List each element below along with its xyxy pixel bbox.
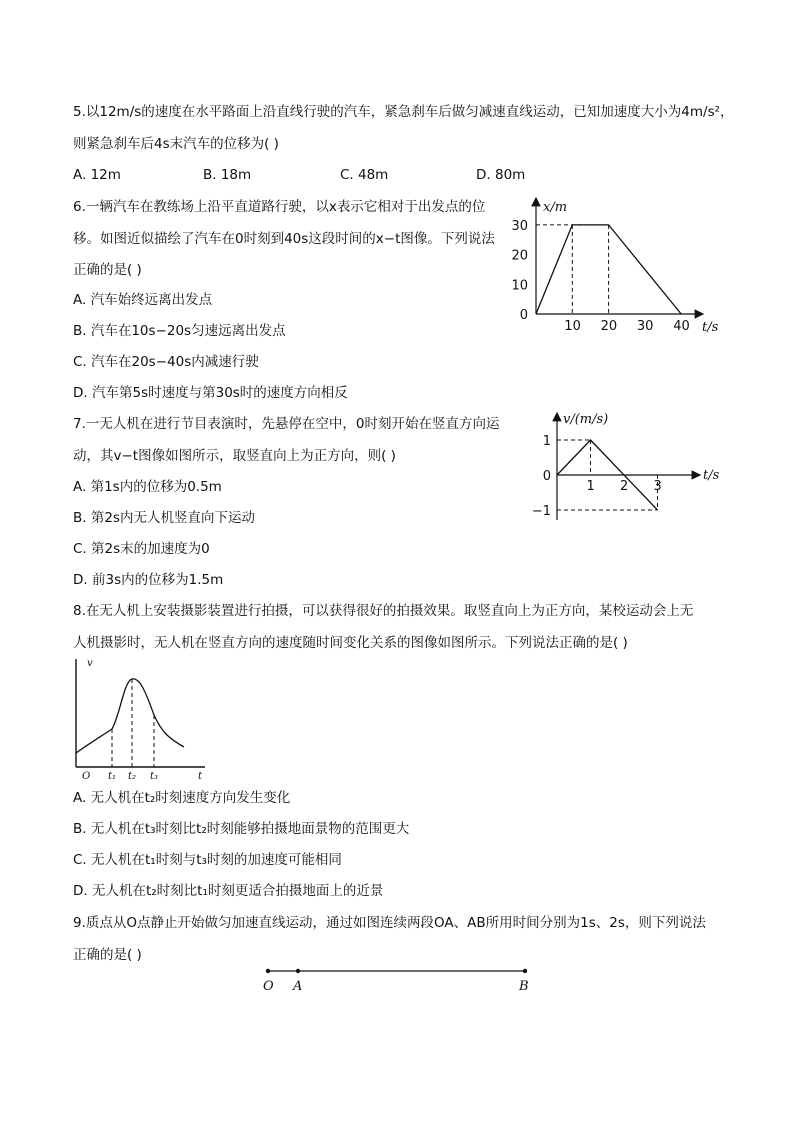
q9-line-1: 9.质点从O点静止开始做匀加速直线运动，通过如图连续两段OA、AB所用时间分别为1s、2s，则下列说法 (73, 915, 706, 931)
q6-line-1: 6.一辆汽车在教练场上沿平直道路行驶，以x表示它相对于出发点的位 (73, 199, 486, 215)
q7-line-1: 7.一无人机在进行节目表演时，先悬停在空中，0时刻开始在竖直方向运 (73, 416, 500, 432)
vt-ytick--1: −1 (531, 504, 551, 519)
xt-xtick-20: 20 (600, 319, 618, 334)
q9-line-2: 正确的是( ) (73, 947, 142, 963)
vt-xlabel: t/s (703, 468, 720, 483)
q6-xt-chart (505, 190, 740, 340)
xt-ytick-0: 0 (519, 308, 528, 323)
q8-tick-t2: t₂ (128, 771, 137, 782)
xt-ytick-10: 10 (511, 278, 528, 294)
vt-ytick-1: 1 (542, 434, 551, 449)
xt-xtick-10: 10 (564, 319, 581, 334)
q8-line-2: 人机摄影时，无人机在竖直方向的速度随时间变化关系的图像如图所示。下列说法正确的是( ) (73, 635, 628, 651)
vt-xtick-2: 2 (620, 479, 629, 494)
vt-xtick-3: 3 (653, 479, 662, 494)
q8-xlabel: t (198, 771, 203, 782)
vt-ytick-0: 0 (542, 469, 551, 484)
point-b-label: B (519, 979, 529, 994)
xt-xtick-30: 30 (636, 319, 654, 334)
q8-option-c[interactable]: C. 无人机在t₁时刻与t₃时刻的加速度可能相同 (73, 852, 342, 868)
q6-option-c[interactable]: C. 汽车在20s−40s内减速行驶 (73, 354, 259, 370)
q8-ylabel: v (87, 658, 93, 669)
q6-option-b[interactable]: B. 汽车在10s−20s匀速远离出发点 (73, 323, 286, 339)
q8-tick-t3: t₃ (150, 771, 159, 782)
q6-option-a[interactable]: A. 汽车始终远离出发点 (73, 292, 213, 308)
q5-option-a[interactable]: A. 12m (73, 167, 121, 183)
point-o-label: O (263, 979, 274, 994)
q7-vt-chart (530, 408, 735, 528)
q8-option-a[interactable]: A. 无人机在t₂时刻速度方向发生变化 (73, 790, 291, 806)
q8-line-1: 8.在无人机上安装摄影装置进行拍摄，可以获得很好的拍摄效果。取竖直向上为正方向，某校运动会上无 (73, 603, 694, 619)
q5-option-c[interactable]: C. 48m (340, 167, 389, 183)
point-a-dot (296, 969, 300, 973)
vt-ylabel: v/(m/s) (563, 412, 609, 427)
q6-line-3: 正确的是( ) (73, 262, 142, 278)
q6-line-2: 移。如图近似描绘了汽车在0时刻到40s这段时间的x−t图像。下列说法 (73, 231, 495, 247)
q8-origin-label: O (82, 771, 91, 782)
point-o-dot (266, 969, 270, 973)
point-a-label: A (293, 979, 303, 994)
q5-line-2: 则紧急刹车后4s末汽车的位移为( ) (73, 136, 279, 152)
q7-option-c[interactable]: C. 第2s末的加速度为0 (73, 541, 210, 557)
q8-velocity-figure (60, 655, 220, 785)
q5-option-d[interactable]: D. 80m (476, 167, 526, 183)
q8-velocity-curve (76, 679, 184, 753)
xt-ylabel: x/m (543, 200, 568, 215)
q7-option-d[interactable]: D. 前3s内的位移为1.5m (73, 572, 224, 588)
q7-line-2: 动，其v−t图像如图所示，取竖直向上为正方向，则( ) (73, 448, 396, 464)
q7-option-b[interactable]: B. 第2s内无人机竖直向下运动 (73, 510, 255, 526)
q8-option-d[interactable]: D. 无人机在t₂时刻比t₁时刻更适合拍摄地面上的近景 (73, 883, 384, 899)
q6-option-d[interactable]: D. 汽车第5s时速度与第30s时的速度方向相反 (73, 385, 348, 401)
point-b-dot (523, 969, 527, 973)
xt-ytick-20: 20 (511, 248, 528, 264)
xt-ytick-30: 30 (511, 218, 528, 234)
vt-xtick-1: 1 (586, 479, 595, 494)
xt-xlabel: t/s (702, 320, 719, 335)
q5-line-1: 5.以12m/s的速度在水平路面上沿直线行驶的汽车，紧急刹车后做匀减速直线运动，已知加速度大小为4m/s²， (73, 104, 734, 120)
xt-xtick-40: 40 (673, 319, 690, 334)
q5-option-b[interactable]: B. 18m (203, 167, 252, 183)
q9-segment-figure (255, 962, 545, 996)
q8-option-b[interactable]: B. 无人机在t₃时刻比t₂时刻能够拍摄地面景物的范围更大 (73, 821, 410, 837)
q7-option-a[interactable]: A. 第1s内的位移为0.5m (73, 479, 222, 495)
q8-tick-t1: t₁ (108, 771, 117, 782)
